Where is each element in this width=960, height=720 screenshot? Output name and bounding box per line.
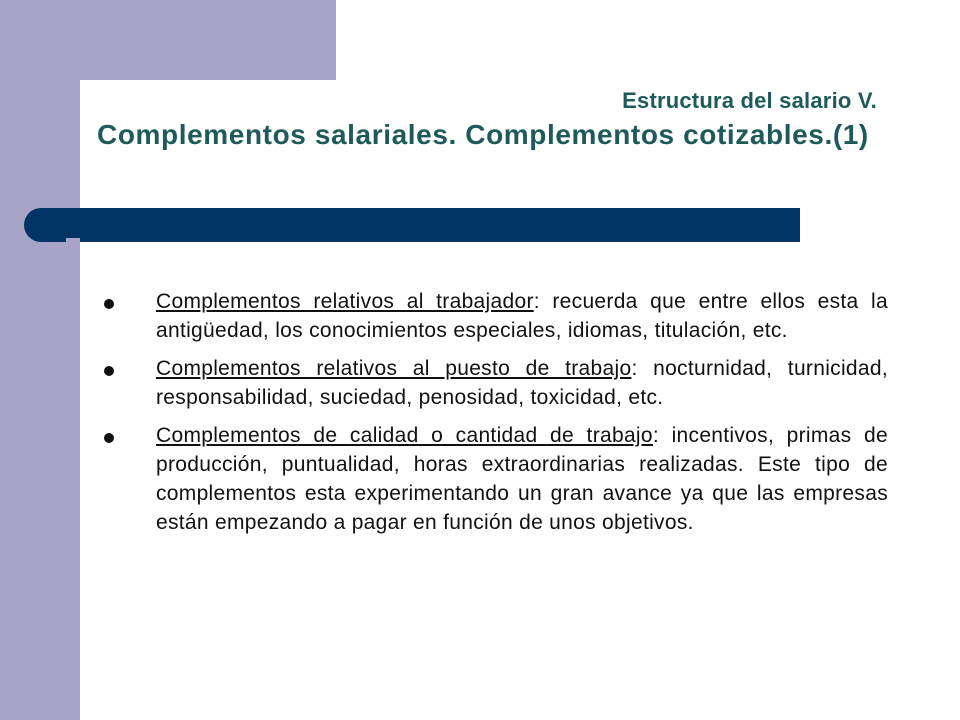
- side-decor-panel: [0, 0, 80, 720]
- slide-title-top: Estructura del salario V.: [622, 88, 877, 113]
- bullet-text: : incentivos, primas de producción, puntualidad, horas extraordinarias realizadas. Este tipo de complementos esta experimentando un gran avance ya que las empresas están empezando a pagar en función de unos objetivos.: [156, 424, 888, 534]
- bullet-dot-icon: [104, 433, 114, 443]
- top-decor-panel: [0, 0, 336, 80]
- bullet-text: : nocturnidad, turnicidad, responsabilidad, suciedad, penosidad, toxicidad, etc.: [156, 357, 888, 409]
- bullet-dot-icon: [104, 366, 114, 376]
- bullet-term: Complementos relativos al trabajador: [156, 290, 534, 313]
- title-underline-bar: [24, 208, 800, 242]
- bullet-item: [100, 287, 888, 345]
- bullet-item: [100, 354, 888, 412]
- bullet-term: Complementos de calidad o cantidad de trabajo: [156, 424, 653, 447]
- bar-notch-decor: [66, 238, 80, 242]
- bullet-list: [100, 287, 888, 546]
- bullet-text: : recuerda que entre ellos esta la antigüedad, los conocimientos especiales, idiomas, titulación, etc.: [156, 290, 888, 342]
- bullet-term: Complementos relativos al puesto de trabajo: [156, 357, 632, 380]
- bullet-dot-icon: [104, 299, 114, 309]
- slide-title-main: Complementos salariales. Complementos cotizables.(1): [97, 119, 869, 150]
- bullet-item: [100, 421, 888, 537]
- slide-title: [97, 88, 897, 152]
